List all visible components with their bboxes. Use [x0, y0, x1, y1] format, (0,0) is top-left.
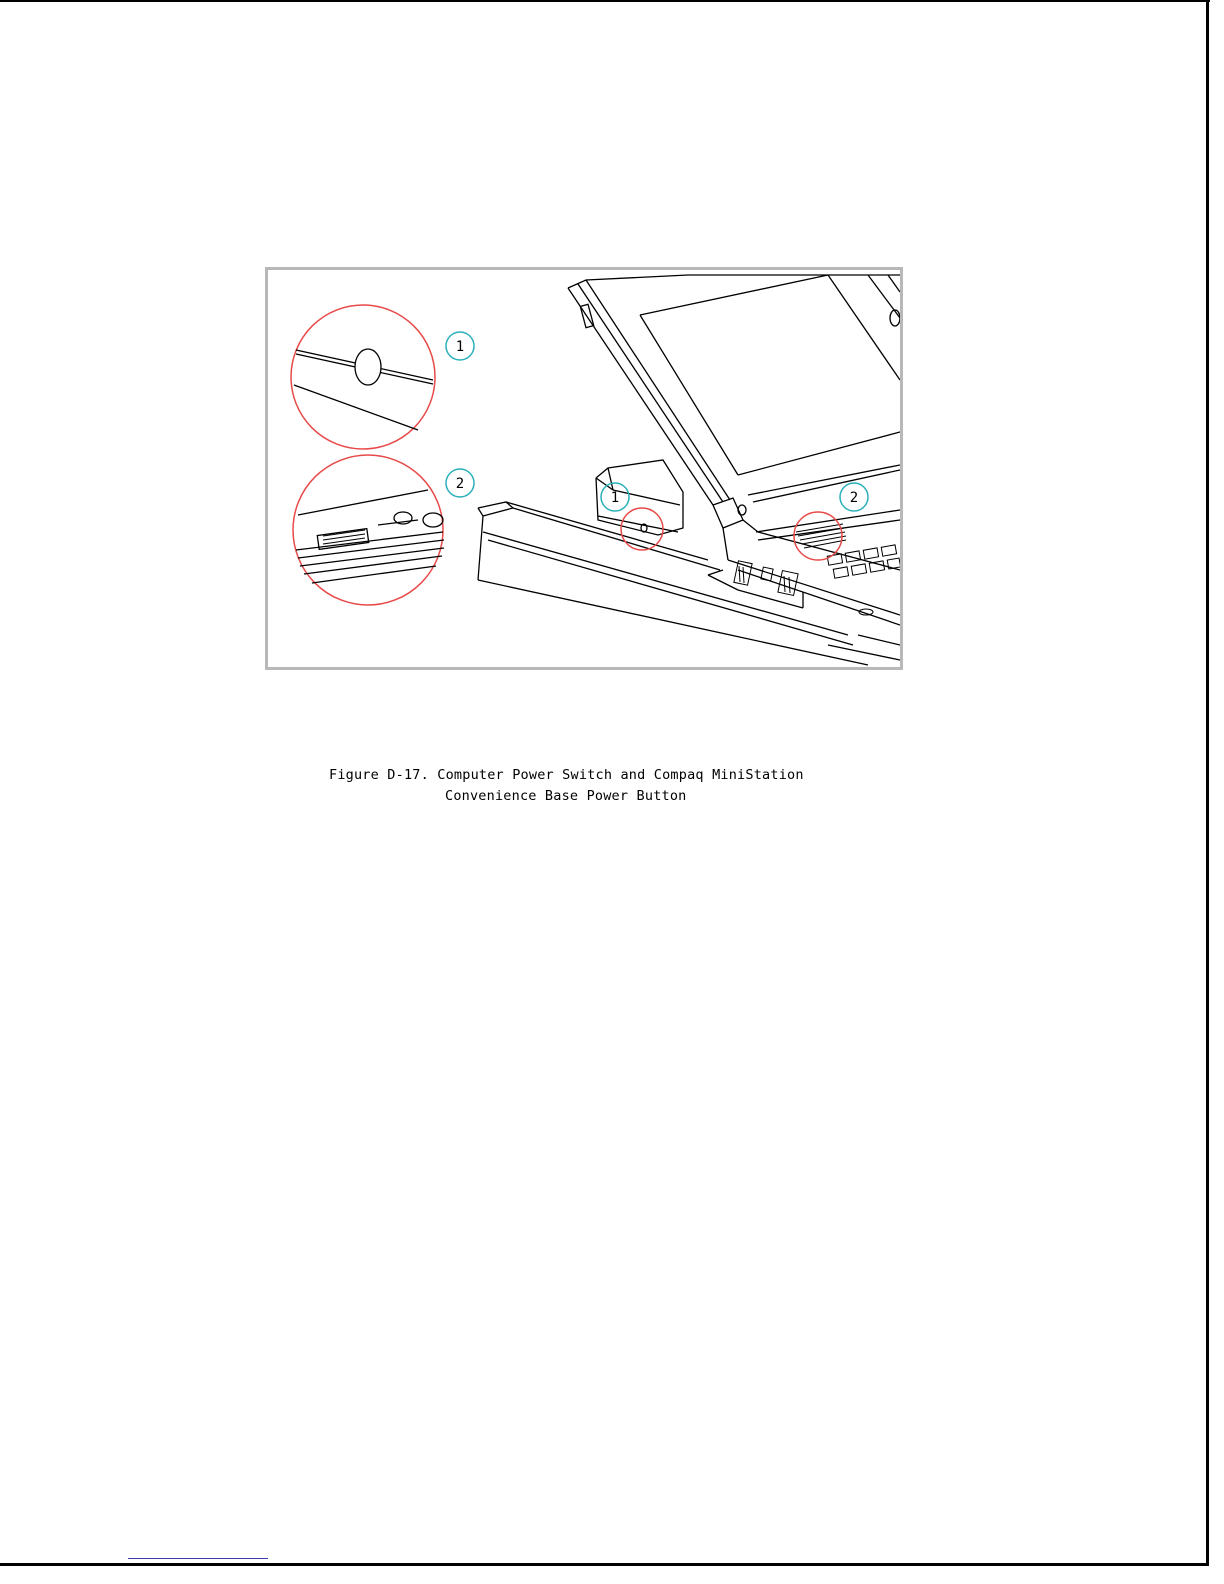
footer-link[interactable]	[128, 1558, 268, 1559]
laptop-drawing	[478, 275, 900, 665]
figure-caption	[300, 765, 900, 807]
page-border-top	[0, 0, 1210, 2]
caption-line-2: Convenience Base Power Button	[445, 788, 687, 804]
detail-circle-power-switch	[291, 305, 435, 449]
callout-label-1-detail: 1	[455, 339, 465, 355]
callout-label-2-detail: 2	[455, 476, 465, 492]
focus-circle-power-switch	[621, 508, 663, 550]
page-border-right	[1206, 0, 1209, 1566]
detail-circle-base-button	[293, 455, 444, 605]
focus-circle-base-button	[794, 512, 842, 560]
caption-line-1: Figure D-17. Computer Power Switch and Compaq MiniStation	[329, 767, 804, 783]
figure-illustration	[265, 267, 903, 670]
callout-label-2-main: 2	[849, 490, 859, 506]
callout-label-1-main: 1	[610, 490, 620, 506]
page-border-bottom	[0, 1563, 1209, 1566]
laptop-minibase-drawing	[268, 270, 900, 667]
